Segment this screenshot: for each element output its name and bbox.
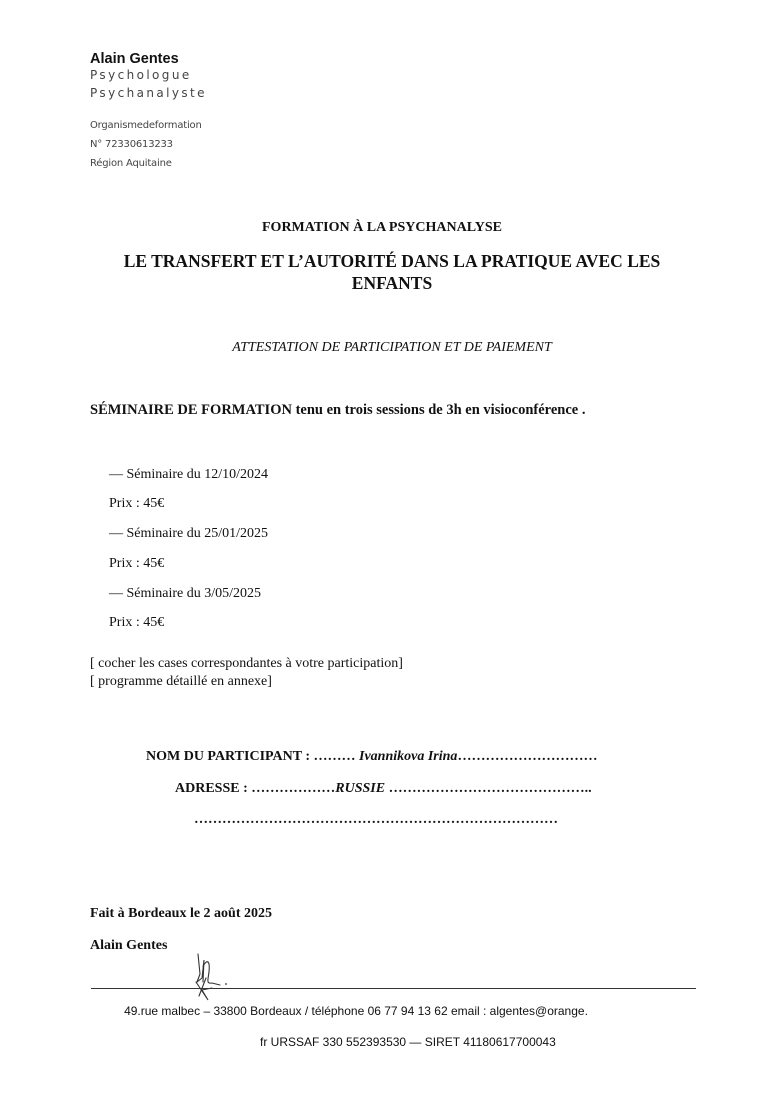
footer-registration: fr URSSAF 330 552393530 — SIRET 41180617700043 xyxy=(260,1035,556,1049)
profession-psychanalyste: Psychanalyste xyxy=(90,86,207,100)
organisation-label: Organismedeformation xyxy=(90,120,202,131)
annex-note: [ programme détaillé en annexe] xyxy=(90,674,272,689)
document-title: LE TRANSFERT ET L’AUTORITÉ DANS LA PRATIQUE AVEC LES ENFANTS xyxy=(123,251,661,293)
place-and-date: Fait à Bordeaux le 2 août 2025 xyxy=(90,906,272,921)
session-item: — Séminaire du 12/10/2024 xyxy=(109,467,269,482)
participant-name-line xyxy=(146,749,597,765)
handwritten-signature-icon xyxy=(188,952,238,1002)
session-price: Prix : 45€ xyxy=(109,556,165,571)
session-item: — Séminaire du 3/05/2025 xyxy=(109,586,262,601)
document-supertitle: FORMATION À LA PSYCHANALYSE xyxy=(262,220,502,235)
participant-name-value: Ivannikova Irina xyxy=(359,749,458,764)
registration-number: N° 72330613233 xyxy=(90,139,173,150)
participant-address-label: ADRESSE : ……………… xyxy=(175,781,336,796)
participant-address-line xyxy=(175,781,592,797)
checkbox-note: [ cocher les cases correspondantes à votre participation] xyxy=(90,656,403,671)
seminar-intro xyxy=(90,402,585,419)
region: Région Aquitaine xyxy=(90,158,172,169)
session-item: — Séminaire du 25/01/2025 xyxy=(109,526,269,541)
seminar-intro-rest: tenu en trois sessions de 3h en visioconférence . xyxy=(291,402,586,418)
participant-address-line-2: …………………………………………………………………… xyxy=(194,812,558,827)
session-price: Prix : 45€ xyxy=(109,615,165,630)
participant-name-label: NOM DU PARTICIPANT : ……… xyxy=(146,749,360,764)
footer-contact: 49.rue malbec – 33800 Bordeaux / téléphone 06 77 94 13 62 email : algentes@orange. xyxy=(124,1004,588,1018)
session-price: Prix : 45€ xyxy=(109,496,165,511)
seminar-intro-bold: SÉMINAIRE DE FORMATION xyxy=(90,402,292,418)
signature-divider xyxy=(91,988,696,989)
participant-name-dots: ………………………… xyxy=(457,749,598,764)
signer-name: Alain Gentes xyxy=(90,938,168,953)
profession-psychologue: Psychologue xyxy=(90,68,192,82)
participant-address-value: RUSSIE xyxy=(335,781,386,796)
participant-address-dots: …………………………………….. xyxy=(385,781,592,796)
author-name: Alain Gentes xyxy=(90,51,179,67)
attestation-heading: ATTESTATION DE PARTICIPATION ET DE PAIEMENT xyxy=(232,340,552,355)
